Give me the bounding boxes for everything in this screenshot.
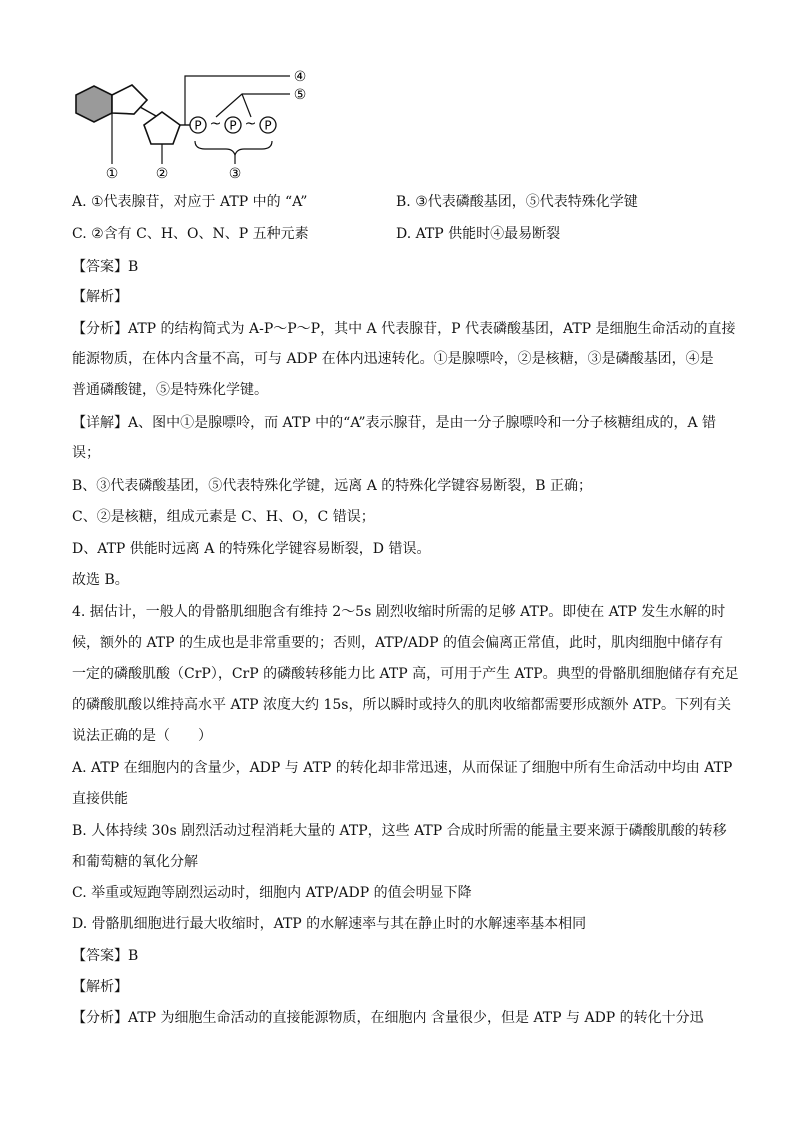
q3-option-b: B. ③代表磷酸基团，⑤代表特殊化学键 [396,194,638,210]
q4-option-b: B. 人体持续 30s 剧烈活动过程消耗大量的 ATP，这些 ATP 合成时所需的能量主要来源于磷酸肌酸的转移 [72,823,727,839]
label-2: ② [155,166,169,182]
q4-answer: 【答案】B [72,948,139,964]
q3-conclusion: 故选 B。 [72,572,129,588]
label-5: ⑤ [293,87,307,103]
q3-detail-line: 【详解】A、图中①是腺嘌呤，而 ATP 中的“A”表示腺苷，是由一分子腺嘌呤和一分子核糖组成的，A 错 [72,415,717,431]
q4-stem-line: 一定的磷酸肌酸（CrP），CrP 的磷酸转移能力比 ATP 高，可用于产生 ATP。典型的骨骼肌细胞储存有充足 [72,666,739,682]
bond-symbol-1: ~ [209,116,222,132]
q4-stem-line: 的磷酸肌酸以维持高水平 ATP 浓度大约 15s，所以瞬时或持久的肌肉收缩都需要形成额外 ATP。下列有关 [72,697,732,713]
q3-analysis-heading: 【解析】 [72,289,128,305]
q3-detail-line: D、ATP 供能时远离 A 的特殊化学键容易断裂，D 错误。 [72,541,431,557]
phosphate-label-1: P [194,118,202,133]
ribose-pentagon [144,112,180,144]
q3-option-d: D. ATP 供能时④最易断裂 [396,226,561,242]
q4-option-a-cont: 直接供能 [72,791,128,807]
q4-analysis-heading: 【解析】 [72,979,128,995]
label-4: ④ [293,69,307,85]
adenine-hexagon [76,86,112,122]
q4-analysis-line: 【分析】ATP 为细胞生命活动的直接能源物质，在细胞内 含量很少，但是 ATP 与 ADP 的转化十分迅 [72,1010,704,1026]
q3-detail-line: C、②是核糖，组成元素是 C、H、O，C 错误； [72,509,375,525]
q4-option-a: A. ATP 在细胞内的含量少，ADP 与 ATP 的转化却非常迅速，从而保证了细胞中所有生命活动中均由 ATP [72,760,733,776]
label-1: ① [105,166,119,182]
q3-answer: 【答案】B [72,259,139,275]
phosphate-label-2: P [229,118,237,133]
q3-analysis-line: 【分析】ATP 的结构简式为 A-P～P～P，其中 A 代表腺苷，P 代表磷酸基团，ATP 是细胞生命活动的直接 [72,321,736,337]
q4-stem-line: 说法正确的是（ ） [72,728,212,744]
q3-option-a: A. ①代表腺苷，对应于 ATP 中的 “A” [72,194,308,210]
label-3: ③ [228,166,242,182]
adenine-pentagon [112,85,147,114]
atp-structure-figure [0,0,794,190]
q3-analysis-line: 普通磷酸键，⑤是特殊化学键。 [72,382,268,398]
q4-stem-line: 候，额外的 ATP 的生成也是非常重要的；否则，ATP/ADP 的值会偏离正常值，此时，肌肉细胞中储存有 [72,635,724,651]
bond-symbol-2: ~ [244,116,257,132]
q4-stem-line: 4. 据估计，一般人的骨骼肌细胞含有维持 2～5s 剧烈收缩时所需的足够 ATP。即使在 ATP 发生水解的时 [72,604,726,620]
q3-detail-line: B、③代表磷酸基团，⑤代表特殊化学键，远离 A 的特殊化学键容易断裂，B 正确； [72,478,593,494]
q4-option-c: C. 举重或短跑等剧烈运动时，细胞内 ATP/ADP 的值会明显下降 [72,885,472,901]
q3-analysis-line: 能源物质，在体内含量不高，可与 ADP 在体内迅速转化。①是腺嘌呤，②是核糖，③是磷酸基团，④是 [72,351,714,367]
q4-option-d: D. 骨骼肌细胞进行最大收缩时，ATP 的水解速率与其在静止时的水解速率基本相同 [72,916,587,932]
q3-detail-line: 误； [72,445,100,461]
phosphate-label-3: P [264,118,272,133]
q3-option-c: C. ②含有 C、H、O、N、P 五种元素 [72,226,309,242]
q4-option-b-cont: 和葡萄糖的氧化分解 [72,854,198,870]
